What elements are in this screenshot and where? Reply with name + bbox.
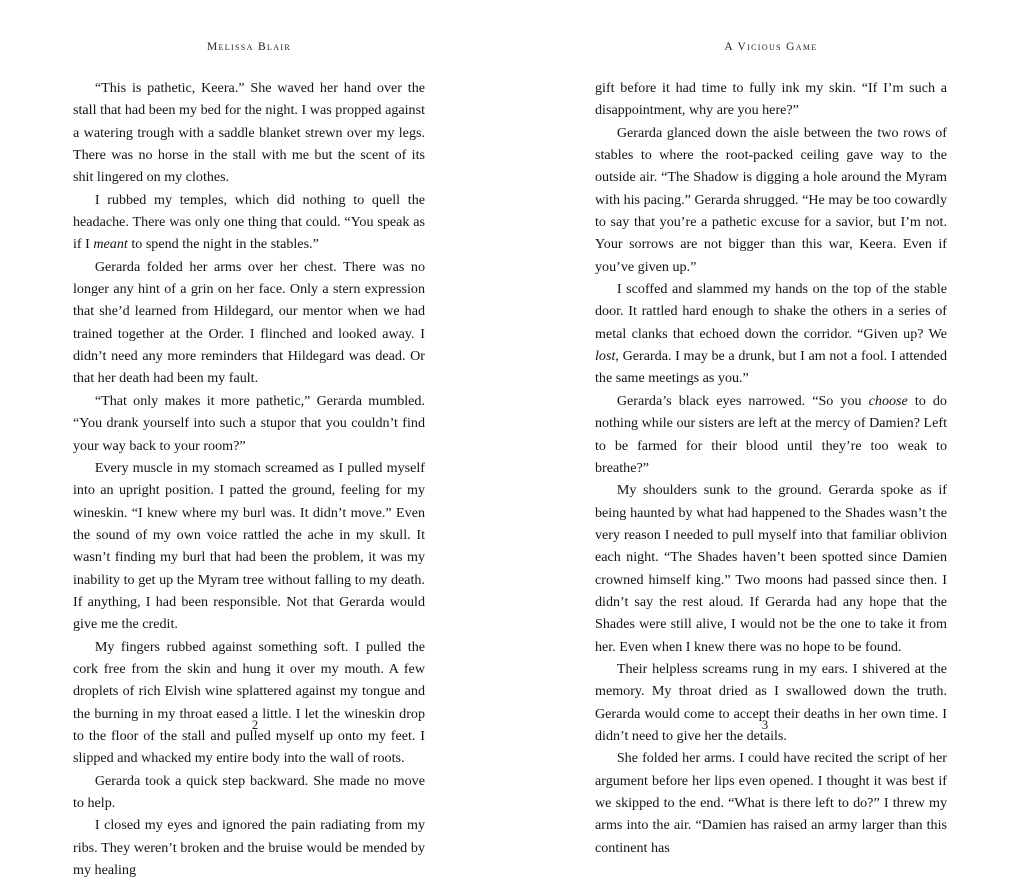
paragraph: I closed my eyes and ignored the pain radiating from my ribs. They weren’t broken and the bruise would be mended by my healing (73, 817, 425, 879)
paragraph: Gerarda took a quick step backward. She made no move to help. (73, 772, 425, 811)
paragraph: She folded her arms. I could have recited the script of her argument before her lips even opened. I thought it was best if we skipped to the end. “What is there left to do?” I threw my arms into the air. “Damien has raised an army larger than this continent has (595, 750, 947, 856)
right-page-body-text (595, 77, 947, 859)
page-number-right: 3 (761, 718, 769, 732)
paragraph: My shoulders sunk to the ground. Gerarda spoke as if being haunted by what had happened to the Shades wasn’t the very reason I needed to pull myself into that familiar oblivion each night. “The Shades haven’t been spotted since Damien crowned himself king.” Two moons had passed since then. I didn’t say the rest aloud. If Gerarda had any hope that the Shades were still alive, I would not be the one to take it from her. Even when I knew there was no hope to be found. (595, 482, 947, 655)
paragraph: Gerarda folded her arms over her chest. There was no longer any hint of a grin on her face. Only a stern expression that she’d learned from Hildegard, our mentor when we had trained together at the Order. I flinched and looked away. I didn’t need any more reminders that Hildegard was dead. Or that her death had been my fault. (73, 258, 425, 387)
paragraph: Gerarda glanced down the aisle between the two rows of stables to where the root-packed ceiling gave way to the outside air. “The Shadow is digging a hole around the Myram with his pacing.” Gerarda shrugged. “He may be too cowardly to say that you’re a pathetic excuse for a savior, but I’m not. Your sorrows are not bigger than this war, Keera. Even if you’ve given up.” (595, 124, 947, 275)
paragraph: Gerarda’s black eyes narrowed. “So you choose to do nothing while our sisters are left at the mercy of Damien? Left to be farmed for their blood until they’re too weak to breathe?” (595, 392, 947, 476)
emphasis-text: meant (93, 236, 128, 253)
paragraph: “This is pathetic, Keera.” She waved her hand over the stall that had been my bed for the night. I was propped against a watering trough with a saddle blanket strewn over my legs. There was no horse in the stall with me but the scent of its shit lingered on my clothes. (73, 80, 425, 186)
page-number-left: 2 (251, 718, 259, 732)
left-page (0, 0, 510, 879)
paragraph: Every muscle in my stomach screamed as I pulled myself into an upright position. I patted the ground, feeling for my wineskin. “I knew where my burl was. It didn’t move.” Even the sound of my own voice rattled the ache in my skull. It wasn’t finding my burl that had been the problem, it was my inability to get up the Myram tree without falling to my death. If anything, I had been responsible. Not that Gerarda would give me the credit. (73, 459, 425, 633)
left-page-body-text (73, 77, 425, 881)
paragraph: Their helpless screams rung in my ears. I shivered at the memory. My throat dried as I swallowed down the truth. Gerarda would come to accept their deaths in her own time. I didn’t need to give her the details. (595, 660, 947, 744)
paragraph: gift before it had time to fully ink my skin. “If I’m such a disappointment, why are you here?” (595, 80, 947, 119)
emphasis-text: lost (595, 348, 616, 365)
emphasis-text: choose (868, 392, 908, 409)
paragraph: I scoffed and slammed my hands on the top of the stable door. It rattled hard enough to shake the others in a series of metal clanks that echoed down the corridor. “Given up? We lost, Gerarda. I may be a drunk, but I am not a fool. I attended the same meetings as you.” (595, 281, 947, 387)
running-head-author: Melissa Blair (206, 41, 292, 53)
paragraph: My fingers rubbed against something soft. I pulled the cork free from the skin and hung it over my mouth. A few droplets of rich Elvish wine splattered against my tongue and the burning in my throat eased a little. I let the wineskin drop to the floor of the stall and pulled myself up onto my feet. I slipped and whacked my entire body into the wall of roots. (73, 638, 425, 767)
paragraph: I rubbed my temples, which did nothing to quell the headache. There was only one thing that could. “You speak as if I meant to spend the night in the stables.” (73, 191, 425, 253)
right-page (510, 0, 1020, 856)
paragraph: “That only makes it more pathetic,” Gerarda mumbled. “You drank yourself into such a stupor that you couldn’t find your way back to your room?” (73, 392, 425, 454)
running-head-title: A Vicious Game (724, 41, 818, 53)
